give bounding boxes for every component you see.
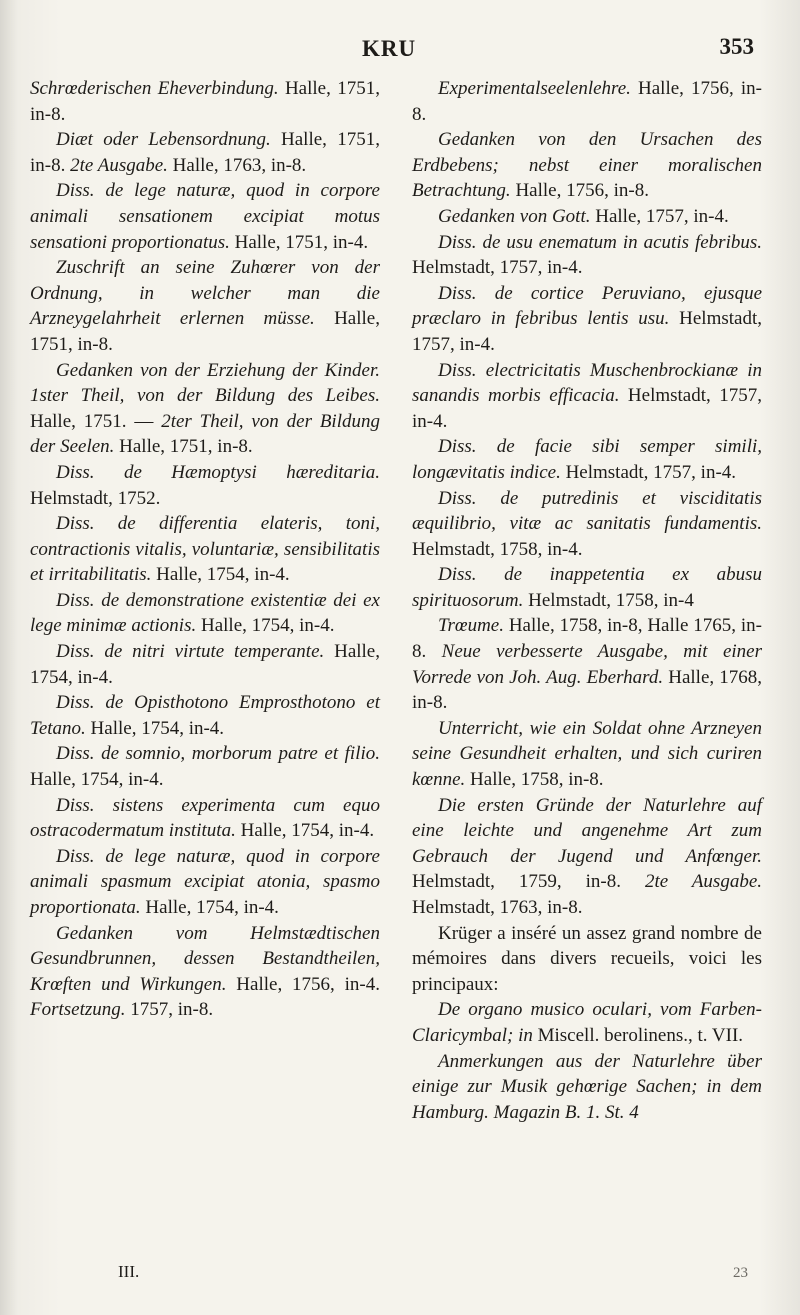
entry-title: Diss. de lege naturæ, quod in corpore animali sensationem excipiat motus sensationi proportionatus. — [30, 180, 380, 253]
bibliography-entry — [30, 588, 380, 639]
entry-imprint: Helmstadt, 1758, in-4. — [412, 538, 583, 560]
entry-title: Diæt oder Lebensordnung. — [56, 129, 271, 151]
entry-imprint-continued: Helmstadt, 1763, in-8. — [412, 897, 583, 918]
bibliography-entry — [30, 511, 380, 588]
bibliography-entry — [30, 639, 380, 690]
running-head: KRU — [362, 36, 417, 61]
entry-title: Diss. electricitatis Muschenbrockianæ in sanandis morbis efficacia. — [412, 359, 762, 407]
entry-imprint: Halle, 1754, in-4. — [196, 615, 335, 637]
entry-title: Diss. de usu enematum in acutis febribus. — [438, 231, 762, 253]
left-column — [30, 76, 380, 1023]
entry-title: De organo musico oculari, vom Farben-Claricymbal; in — [412, 999, 762, 1046]
bibliography-entry — [412, 434, 762, 485]
page-header — [0, 34, 800, 74]
entry-title: Diss. de facie sibi semper simili, longævitatis indice. — [412, 436, 762, 483]
entry-title: Diss. de somnio, morborum patre et filio. — [56, 743, 380, 765]
entry-imprint: Halle, 1754, in-4. — [30, 769, 164, 791]
bibliography-entry — [412, 997, 762, 1048]
entry-title-continued: 2ter Theil, von der Bildung der Seelen. — [30, 410, 380, 458]
entry-imprint: Halle, 1758, in-8. — [465, 769, 604, 791]
entry-imprint: Helmstadt, 1757, in-4. — [412, 308, 762, 355]
bibliography-entry — [412, 793, 762, 921]
entry-title: Diss. de cortice Peruviano, ejusque præclaro in febribus lentis usu. — [412, 282, 762, 330]
entry-imprint-continued: Halle, 1768, in-8. — [412, 666, 762, 714]
entry-imprint: Miscell. berolinens., t. VII. — [532, 1024, 744, 1046]
entry-imprint: Halle, 1756, in-8. — [510, 180, 649, 202]
bibliography-entry — [30, 844, 380, 921]
entry-title: Trœume. — [438, 615, 504, 637]
bibliography-entry — [30, 178, 380, 255]
bibliography-entry — [30, 460, 380, 511]
entry-imprint: Halle, 1751, in-4. — [229, 231, 369, 253]
entry-imprint: Halle, 1754, in-4. — [30, 641, 380, 688]
entry-title: Diss. de inappetentia ex abusu spirituosorum. — [412, 564, 762, 611]
entry-title: Anmerkungen aus der Naturlehre über einige zur Musik gehœrige Sachen; in dem Hamburg. Magazin B. 1. St. 4 — [412, 1050, 762, 1123]
entry-imprint: Halle, 1751, in-8. — [30, 308, 380, 355]
entry-imprint-continued: Halle, 1763, in-8. — [167, 154, 307, 176]
entry-title: Diss. de nitri virtute temperante. — [56, 641, 325, 663]
entry-title: Diss. de lege naturæ, quod in corpore animali spasmum excipiat atonia, spasmo proportionata. — [30, 845, 380, 918]
entry-imprint: Helmstadt, 1758, in-4 — [523, 589, 694, 611]
entry-title: Unterricht, wie ein Soldat ohne Arzneyen seine Gesundheit erhalten, und sich curiren kœnne. — [412, 717, 762, 791]
right-column — [412, 76, 762, 1125]
bibliography-entry — [412, 486, 762, 563]
bibliography-entry — [30, 76, 380, 127]
bibliography-entry — [412, 281, 762, 358]
signature-mark: III. — [118, 1262, 140, 1281]
entry-title: Diss. de putredinis et visciditatis æquilibrio, vitæ ac sanitatis fundamentis. — [412, 487, 762, 535]
entry-imprint: Halle, 1754, in-4. — [85, 717, 225, 739]
entry-title: Gedanken von Gott. — [438, 205, 591, 227]
entry-title: Diss. de Opisthotono Emprosthotono et Tetano. — [30, 692, 380, 739]
entry-title: Zuschrift an seine Zuhœrer von der Ordnung, in welcher man die Arzneygelahrheit erlernen müsse. — [30, 257, 380, 330]
entry-imprint: Halle, 1757, in-4. — [590, 205, 729, 227]
entry-imprint: Helmstadt, 1752. — [30, 487, 161, 509]
entry-imprint: Helmstadt, 1757, in-4. — [560, 461, 737, 483]
bibliography-entry — [412, 1049, 762, 1126]
bibliography-entry — [412, 613, 762, 715]
entry-imprint: Halle, 1756, in-4. — [226, 973, 380, 995]
entry-title: Diss. de Hæmoptysi hæreditaria. — [56, 461, 380, 483]
bibliography-entry — [30, 358, 380, 460]
entry-title: Schrœderischen Eheverbindung. — [30, 78, 279, 99]
bibliography-entry — [412, 76, 762, 127]
entry-title-continued: 2te Ausgabe. — [644, 871, 763, 893]
bibliography-entry — [412, 230, 762, 281]
entry-imprint: Halle, 1754, in-4. — [140, 897, 279, 918]
footer-mark: 23 — [733, 1265, 748, 1281]
entry-title: Gedanken von den Ursachen des Erdbebens; nebst einer moralischen Betrachtung. — [412, 129, 762, 202]
entry-title: Gedanken von der Erziehung der Kinder. 1ster Theil, von der Bildung des Leibes. — [30, 359, 380, 407]
entry-title: Diss. sistens experimenta cum equo ostracodermatum instituta. — [30, 794, 380, 842]
entry-imprint: Halle, 1751. — — [30, 410, 162, 432]
entry-imprint-continued: 1757, in-8. — [125, 999, 214, 1021]
entry-title: Gedanken vom Helmstædtischen Gesundbrunnen, dessen Bestandtheilen, Krœften und Wirkungen. — [30, 922, 380, 995]
bibliography-entry — [30, 255, 380, 357]
entry-title: Diss. de demonstratione existentiæ dei ex lege minimæ actionis. — [30, 589, 380, 637]
entry-title-continued: Fortsetzung. — [30, 999, 126, 1021]
entry-text: Krüger a inséré un assez grand nombre de mémoires dans divers recueils, voici les principaux: — [412, 922, 762, 995]
entry-imprint: Helmstadt, 1757, in-4. — [412, 385, 762, 432]
bibliography-entry — [412, 921, 762, 998]
entry-title: Diss. de differentia elateris, toni, contractionis vitalis, voluntariæ, sensibilitatis et irritabilitatis. — [30, 513, 380, 586]
bibliography-entry — [412, 716, 762, 793]
entry-imprint: Helmstadt, 1757, in-4. — [412, 257, 583, 279]
bibliography-entry — [30, 793, 380, 844]
bibliography-entry — [412, 358, 762, 435]
entry-imprint: Helmstadt, 1759, in-8. — [412, 871, 645, 893]
entry-imprint: Halle, 1751, in-8. — [30, 78, 380, 125]
bibliography-entry — [412, 562, 762, 613]
bibliography-entry — [412, 127, 762, 204]
entry-imprint: Halle, 1758, in-8, Halle 1765, in-8. — [412, 615, 762, 663]
entry-title: Die ersten Gründe der Naturlehre auf eine leichte und angenehme Art zum Gebrauch der Jugend und Anfœnger. — [412, 794, 762, 867]
entry-imprint: Halle, 1751, in-8. — [30, 129, 380, 176]
entry-imprint: Halle, 1754, in-4. — [151, 564, 290, 586]
bibliography-entry — [30, 741, 380, 792]
entry-imprint: Halle, 1754, in-4. — [235, 820, 375, 842]
page-number: 353 — [719, 34, 754, 59]
entry-imprint-continued: Halle, 1751, in-8. — [114, 436, 253, 458]
entry-title-continued: 2te Ausgabe. — [70, 154, 168, 176]
entry-imprint: Halle, 1756, in-8. — [412, 78, 762, 125]
entry-title-continued: Neue verbesserte Ausgabe, mit einer Vorrede von Joh. Aug. Eberhard. — [412, 641, 762, 688]
bibliography-entry — [30, 690, 380, 741]
bibliography-entry — [30, 921, 380, 1023]
bibliography-entry — [412, 204, 762, 230]
entry-title: Experimentalseelenlehre. — [438, 78, 631, 99]
bibliography-entry — [30, 127, 380, 178]
